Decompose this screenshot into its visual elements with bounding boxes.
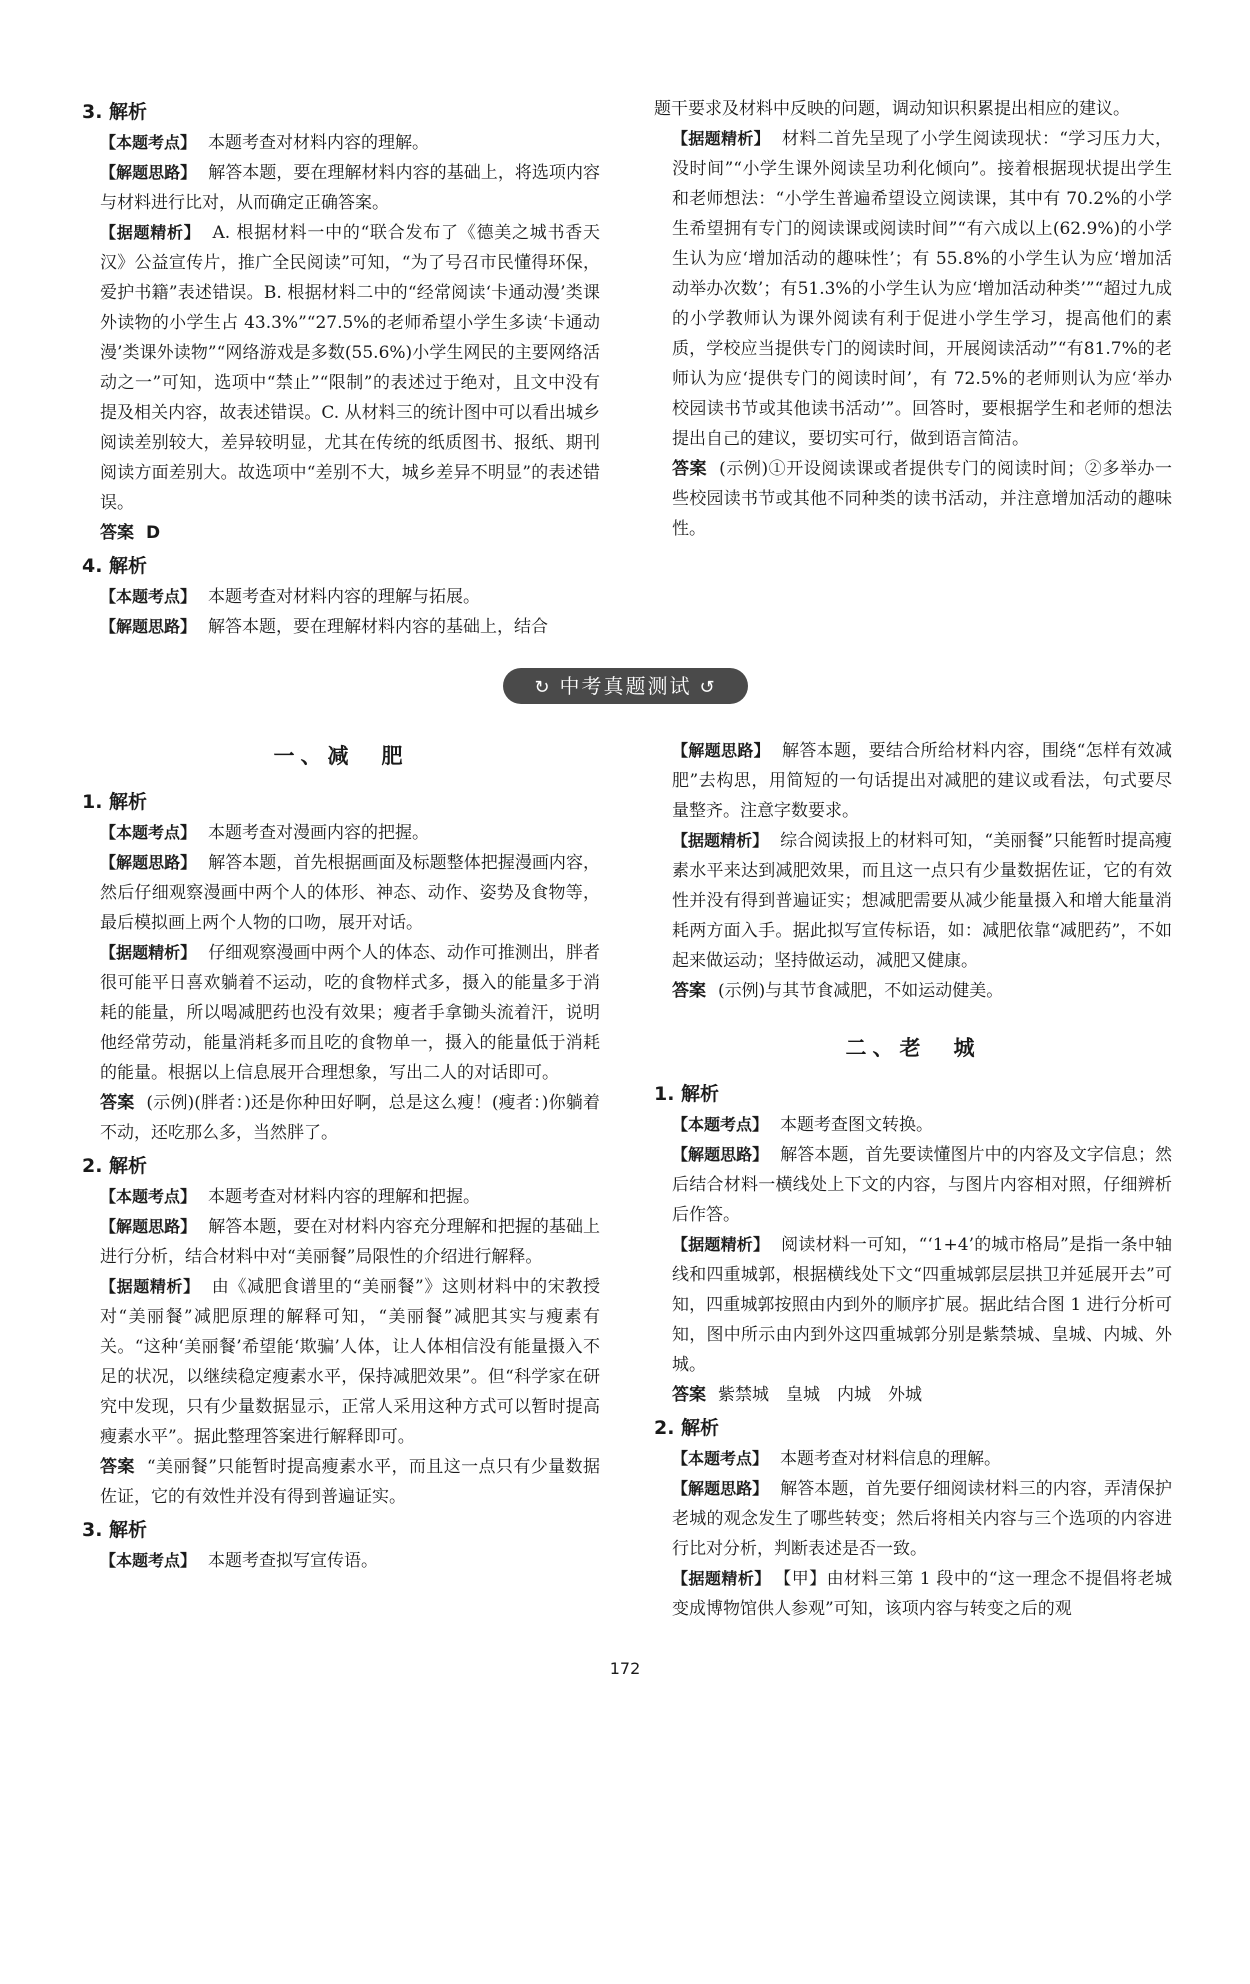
kaodian-tag: 【本题考点】 [100, 1187, 197, 1206]
q1-silu [82, 848, 600, 938]
answer-text: (示例)与其节食减肥，不如运动健美。 [718, 981, 1004, 1001]
kaodian-text: 本题考查对材料内容的理解和把握。 [208, 1187, 481, 1207]
q4-silu-continued: 题干要求及材料中反映的问题，调动知识积累提出相应的建议。 [654, 99, 1130, 119]
section-title-jianfei: 一、减 肥 [273, 743, 409, 768]
silu-tag: 【解题思路】 [672, 1145, 769, 1164]
top-right-column [654, 94, 1172, 544]
q1-heading: 1. 解析 [82, 791, 148, 813]
q3-silu [654, 736, 1172, 826]
kaodian-tag: 【本题考点】 [100, 587, 197, 606]
q2-jingxi [82, 1272, 600, 1452]
jingxi-tag: 【据题精析】 [100, 1277, 200, 1296]
page-number: 172 [609, 1659, 641, 1678]
jingxi-tag: 【据题精析】 [672, 1235, 770, 1254]
q1-silu [654, 1140, 1172, 1230]
bottom-left-column [82, 736, 600, 1576]
jingxi-tag: 【据题精析】 [672, 129, 770, 148]
q1-jingxi [82, 938, 600, 1088]
jingxi-text: 仔细观察漫画中两个人的体态、动作可推测出，胖者很可能平日喜欢躺着不运动，吃的食物样式多，摄入的能量多于消耗的能量，所以喝减肥药也没有效果；瘦者手拿锄头流着汗，说明他经常劳动，能量消耗多而且吃的食物单一，摄入的能量低于消耗的能量。根据以上信息展开合理想象，写出二人的对话即可。 [100, 943, 600, 1083]
q2-kaodian [82, 1182, 600, 1212]
answer-text: “美丽餐”只能暂时提高瘦素水平，而且这一点只有少量数据佐证，它的有效性并没有得到普遍证实。 [100, 1457, 601, 1507]
jingxi-text: 材料二首先呈现了小学生阅读现状：“学习压力大，没时间”“小学生课外阅读呈功利化倾向”。接着根据现状提出学生和老师想法：“小学生普遍希望设立阅读课，其中有 70.2%的小学生希望拥有专门的阅读课或阅读时间”“有六成以上(62.9%)的小学生认为应‘增加活动的趣味性’；有 55.8%的小学生认为应‘增加活动举办次数’；有51.3%的小学生认为应‘增加活动种类’”“超过九成的小学教师认为课外阅读有利于促进小学生学习，提高他们的素质，学校应当提供专门的阅读时间，开展阅读活动”“有81.7%的老师认为应‘提供专门的阅读时间’，有 72.5%的老师则认为应‘举办校园读书节或其他读书活动’”。回答时，要根据学生和老师的想法提出自己的建议，要切实可行，做到语言简洁。 [672, 129, 1172, 449]
banner-text: 中考真题测试 [559, 674, 692, 698]
jingxi-tag: 【据题精析】 [100, 223, 201, 242]
q1-kaodian [654, 1110, 1172, 1140]
jingxi-tag: 【据题精析】 [672, 831, 769, 850]
q3-heading: 3. 解析 [82, 1519, 148, 1541]
q2-silu [82, 1212, 600, 1272]
silu-tag: 【解题思路】 [672, 741, 770, 760]
answer-text: 紫禁城 皇城 内城 外城 [718, 1385, 922, 1405]
jingxi-text: 由《减肥食谱里的“美丽餐”》这则材料中的宋教授对“美丽餐”减肥原理的解释可知，“美丽餐”减肥其实与瘦素有关。“这种‘美丽餐’希望能‘欺骗’人体，让人体相信没有能量摄入不足的状况，以继续稳定瘦素水平，保持减肥效果”。但“科学家在研究中发现，只有少量数据显示，正常人采用这种方式可以暂时提高瘦素水平”。据此整理答案进行解释即可。 [100, 1277, 600, 1447]
q2-jingxi [654, 1564, 1172, 1624]
q2-heading: 2. 解析 [82, 1155, 148, 1177]
bottom-right-column [654, 736, 1172, 1624]
section-banner [503, 668, 748, 704]
answer-label: 答案 [100, 1457, 135, 1477]
silu-text: 解答本题，首先根据画面及标题整体把握漫画内容，然后仔细观察漫画中两个人的体形、神态、动作、姿势及食物等，最后模拟画上两个人物的口吻，展开对话。 [100, 853, 600, 933]
silu-text: 解答本题，要在理解材料内容的基础上，将选项内容与材料进行比对，从而确定正确答案。 [100, 163, 600, 213]
q3-jingxi [654, 826, 1172, 976]
answer-text: (示例)(胖者：)还是你种田好啊，总是这么瘦！(瘦者：)你躺着不动，还吃那么多，当然胖了。 [100, 1093, 601, 1143]
kaodian-text: 本题考查图文转换。 [780, 1115, 934, 1135]
q4-answer [654, 454, 1172, 544]
q4-jingxi [654, 124, 1172, 454]
kaodian-text: 本题考查对材料内容的理解。 [208, 133, 430, 153]
answer-label: 答案 [100, 1093, 135, 1113]
answer-label: 答案 [100, 523, 134, 543]
q2-answer [82, 1452, 600, 1512]
silu-text: 解答本题，要结合所给材料内容，围绕“怎样有效减肥”去构思，用简短的一句话提出对减肥的建议或看法，句式要尽量整齐。注意字数要求。 [672, 741, 1172, 821]
silu-text: 解答本题，要在理解材料内容的基础上，结合 [208, 617, 549, 637]
kaodian-text: 本题考查对材料信息的理解。 [780, 1449, 1002, 1469]
jingxi-tag: 【据题精析】 [100, 943, 197, 962]
answer-text: (示例)①开设阅读课或者提供专门的阅读时间；②多举办一些校园读书节或其他不同种类的读书活动，并注意增加活动的趣味性。 [672, 459, 1172, 539]
q2-heading: 2. 解析 [654, 1417, 720, 1439]
answer-label: 答案 [672, 1385, 706, 1405]
answer-label: 答案 [672, 981, 706, 1001]
silu-text: 解答本题，首先要仔细阅读材料三的内容，弄清保护老城的观念发生了哪些转变；然后将相关内容与三个选项的内容进行比对分析，判断表述是否一致。 [672, 1479, 1172, 1559]
q3-heading: 3. 解析 [82, 101, 148, 123]
jingxi-tag: 【据题精析】 [672, 1569, 771, 1588]
q4-silu [82, 612, 600, 642]
kaodian-tag: 【本题考点】 [100, 1551, 197, 1570]
q3-jingxi [82, 218, 600, 518]
q3-answer [654, 976, 1172, 1006]
q1-kaodian [82, 818, 600, 848]
q3-kaodian [82, 1546, 600, 1576]
answer-label: 答案 [672, 459, 708, 479]
silu-tag: 【解题思路】 [100, 1217, 197, 1236]
q3-kaodian [82, 128, 600, 158]
q3-silu [82, 158, 600, 218]
kaodian-tag: 【本题考点】 [100, 133, 197, 152]
silu-tag: 【解题思路】 [100, 853, 197, 872]
section-title-laocheng: 二、老 城 [845, 1035, 981, 1060]
q1-answer [654, 1380, 1172, 1410]
q1-jingxi [654, 1230, 1172, 1380]
kaodian-text: 本题考查拟写宣传语。 [208, 1551, 379, 1571]
silu-tag: 【解题思路】 [100, 163, 197, 182]
jingxi-text: 综合阅读报上的材料可知，“美丽餐”只能暂时提高瘦素水平来达到减肥效果，而且这一点只有少量数据佐证，它的有效性并没有得到普遍证实；想减肥需要从减少能量摄入和增大能量消耗两方面入手。据此拟写宣传标语，如：减肥依靠“减肥药”，不如起来做运动；坚持做运动，减肥又健康。 [672, 831, 1172, 971]
answer-text: D [146, 523, 161, 543]
q1-answer [82, 1088, 600, 1148]
kaodian-text: 本题考查对材料内容的理解与拓展。 [208, 587, 481, 607]
silu-text: 解答本题，要在对材料内容充分理解和把握的基础上进行分析，结合材料中对“美丽餐”局限性的介绍进行解释。 [100, 1217, 600, 1267]
q4-heading: 4. 解析 [82, 555, 148, 577]
jingxi-text: 阅读材料一可知，“‘1+4’的城市格局”是指一条中轴线和四重城郭，根据横线处下文“四重城郭层层拱卫并延展开去”可知，四重城郭按照由内到外的顺序扩展。据此结合图 1 进行分析可知，图中所示由内到外这四重城郭分别是紫禁城、皇城、内城、外城。 [672, 1235, 1172, 1375]
q3-answer [82, 518, 600, 548]
jingxi-text: 【甲】由材料三第 1 段中的“这一理念不提倡将老城变成博物馆供人参观”可知，该项内容与转变之后的观 [672, 1569, 1172, 1619]
q1-heading: 1. 解析 [654, 1083, 720, 1105]
swirl-right-icon: ↺ [699, 677, 717, 698]
silu-tag: 【解题思路】 [672, 1479, 769, 1498]
q2-silu [654, 1474, 1172, 1564]
kaodian-text: 本题考查对漫画内容的把握。 [208, 823, 430, 843]
silu-tag: 【解题思路】 [100, 617, 197, 636]
kaodian-tag: 【本题考点】 [672, 1449, 769, 1468]
q4-kaodian [82, 582, 600, 612]
jingxi-text: A. 根据材料一中的“联合发布了《德美之城书香天汉》公益宣传片，推广全民阅读”可知，“为了号召市民懂得环保，爱护书籍”表述错误。B. 根据材料二中的“经常阅读‘卡通动漫’类课外读物的小学生占 43.3%”“27.5%的老师希望小学生多读‘卡通动漫’类课外读物”“网络游戏是多数(55.6%)小学生网民的主要网络活动之一”可知，选项中“禁止”“限制”的表述过于绝对，且文中没有提及相关内容，故表述错误。C. 从材料三的统计图中可以看出城乡阅读差别较大，差异较明显，尤其在传统的纸质图书、报纸、期刊阅读方面差别大。故选项中“差别不大，城乡差异不明显”的表述错误。 [100, 223, 600, 513]
swirl-left-icon: ↻ [534, 677, 552, 698]
kaodian-tag: 【本题考点】 [672, 1115, 769, 1134]
silu-text: 解答本题，首先要读懂图片中的内容及文字信息；然后结合材料一横线处上下文的内容，与图片内容相对照，仔细辨析后作答。 [672, 1145, 1172, 1225]
top-left-column [82, 94, 600, 642]
q2-kaodian [654, 1444, 1172, 1474]
kaodian-tag: 【本题考点】 [100, 823, 197, 842]
